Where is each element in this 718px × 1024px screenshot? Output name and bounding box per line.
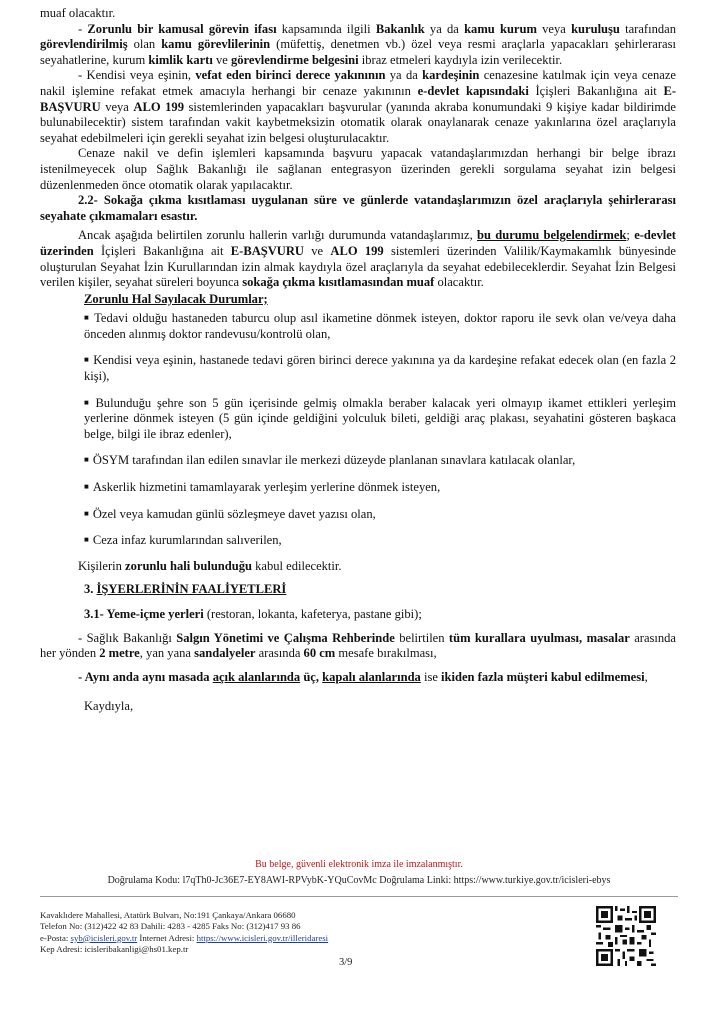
- verification-code: Doğrulama Kodu: l7qTh0-Jc36E7-EY8AWI-RPVybK-YQuCovMc Doğrulama Linki: https://www.turkiye.gov.tr/icisleri-ebys: [107, 875, 611, 886]
- list-item: ■ Askerlik hizmetini tamamlayarak yerleşim yerlerine dönmek isteyen,: [84, 480, 441, 495]
- square-bullet-icon: ■: [84, 397, 92, 407]
- section-2-2-heading: 2.2- Sokağa çıkma kısıtlaması uygulanan süre ve günlerde vatandaşlarımızın özel araçlarıyla şehirlerarası seyahate çıkmamaları esastır.: [40, 193, 676, 223]
- paragraph-masa-mesafe: - Sağlık Bakanlığı Salgın Yönetimi ve Çalışma Rehberinde belirtilen tüm kurallara uyulması, masalar arasında her yönden 2 metre, yan yana sandalyeler arasında 60 cm mesafe bırakılması,: [40, 630, 676, 661]
- footer-divider: [40, 896, 678, 897]
- e-signature-notice: Bu belge, güvenli elektronik imza ile imzalanmıştır.: [255, 859, 463, 870]
- section-3-1-heading: 3.1- Yeme-içme yerleri (restoran, lokanta, kafeterya, pastane gibi);: [84, 607, 422, 621]
- closing-kaydiyla: Kaydıyla,: [84, 699, 134, 714]
- section-3-heading: 3. İŞYERLERİNİN FAALİYETLERİ: [84, 582, 287, 597]
- footer-contact: [40, 910, 328, 955]
- zorunlu-hal-list: [40, 310, 676, 549]
- qr-code-icon: [596, 906, 656, 966]
- square-bullet-icon: ■: [84, 535, 89, 545]
- document-body: [40, 6, 676, 715]
- website-link[interactable]: https://www.icisleri.gov.tr/illeridaresi: [196, 932, 329, 943]
- paragraph-cenaze-nakil: Cenaze nakil ve defin işlemleri kapsamında başvuru yapacak vatandaşlarımızdan herhangi bir belge ibrazı istenilmeyecek olup Sağlık Bakanlığı ile sağlanan entegrasyon üzerinden gerekli sorgulama seyahat izin belgesi düzenlenmeden önce otomatik olarak yapılacaktır.: [40, 146, 676, 192]
- paragraph-zorunlu-hal-kabul: Kişilerin zorunlu hali bulunduğu kabul edilecektir.: [78, 558, 342, 573]
- square-bullet-icon: ■: [84, 455, 89, 465]
- list-item: ■ ÖSYM tarafından ilan edilen sınavlar ile merkezi düzeyde planlanan sınavlara katılacak olanlar,: [84, 453, 576, 468]
- list-item: ■ Ceza infaz kurumlarından salıverilen,: [84, 533, 282, 548]
- square-bullet-icon: ■: [84, 313, 91, 323]
- square-bullet-icon: ■: [84, 508, 89, 518]
- square-bullet-icon: ■: [84, 355, 90, 365]
- zorunlu-hal-heading: Zorunlu Hal Sayılacak Durumlar;: [84, 291, 268, 306]
- square-bullet-icon: ■: [84, 482, 89, 492]
- footer-kep: Kep Adresi: icisleribakanligi@hs01.kep.tr: [40, 943, 189, 954]
- page-number: 3/9: [339, 957, 353, 968]
- footer-email-web: e-Posta: syb@icisleri.gov.tr İnternet Adresi: https://www.icisleri.gov.tr/illeridaresi: [40, 932, 329, 943]
- paragraph-musteri-siniri: - Aynı anda aynı masada açık alanlarında üç, kapalı alanlarında ise ikiden fazla müşteri kabul edilmemesi,: [78, 669, 648, 684]
- list-item: ■ Bulunduğu şehre son 5 gün içerisinde gelmiş olmakla beraber kalacak yeri olmayıp ikamet ettikleri yerleşim yerlerine dönmek isteyen (5 gün içinde geldiğini yolculuk bileti, geldiği araç plakası, seyahatini gösteren başkaca belge, bilgi ile ibraz edenler),: [84, 395, 676, 441]
- paragraph-zorunlu-haller: Ancak aşağıda belirtilen zorunlu hallerin varlığı durumunda vatandaşlarımız, bu durumu belgelendirmek; e-devlet üzerinden İçişleri Bakanlığına ait E-BAŞVURU ve ALO 199 sistemleri üzerinden Valilik/Kaymakamlık bünyesinde oluşturulan Seyahat İzin Kurullarından izin almak kaydıyla özel araçlarıyla da seyahat edebileceklerdir. Seyahat İzin Belgesi verilen kişiler, seyahat süreleri boyunca sokağa çıkma kısıtlamasından muaf olacaktır.: [40, 228, 676, 290]
- paragraph-cenaze: - Kendisi veya eşinin, vefat eden birinci derece yakınının ya da kardeşinin cenazesine katılmak için veya cenaze nakil işlemine refakat etmek amacıyla herhangi bir cenaze yakınının e-devlet kapısındaki İçişleri Bakanlığına ait E-BAŞVURU veya ALO 199 sistemlerinden yapacakları başvurular (yanında akraba konumundaki 9 kişiye kadar bildirimde bulunabilecektir) sistem tarafından vakit kaybetmeksizin otomatik olarak onaylanarak cenaze yakınlarına özel araçlarıyla seyahat edebilmeleri için gerekli seyahat izin belgesi oluşturulacaktır.: [40, 68, 676, 145]
- list-item: ■ Kendisi veya eşinin, hastanede tedavi gören birinci derece yakınına ya da kardeşine refakat edecek olan (en fazla 2 kişi),: [84, 353, 676, 384]
- email-link[interactable]: syb@icisleri.gov.tr: [70, 932, 138, 943]
- list-item: ■ Özel veya kamudan günlü sözleşmeye davet yazısı olan,: [84, 506, 376, 521]
- list-item: ■ Tedavi olduğu hastaneden taburcu olup asıl ikametine dönmek isteyen, doktor raporu ile sevk olan ve/veya daha önceden alınmış doktor randevusu/kontrolü olan,: [84, 311, 676, 341]
- paragraph-muaf: muaf olacaktır.: [40, 6, 116, 20]
- footer-phone: Telefon No: (312)422 42 83 Dahili: 4283 - 4285 Faks No: (312)417 93 86: [40, 921, 301, 932]
- paragraph-kamusal-gorev: - Zorunlu bir kamusal görevin ifası kapsamında ilgili Bakanlık ya da kamu kurum veya kuruluşu tarafından görevlendirilmiş olan kamu görevlilerinin (müfettiş, denetmen vb.) özel veya resmi araçlarla yapacakları şehirlerarası seyahatlerine, kurum kimlik kartı ve görevlendirme belgesini ibraz etmeleri kaydıyla izin verilecektir.: [40, 21, 676, 67]
- footer-address: Kavaklıdere Mahallesi, Atatürk Bulvarı, No:191 Çankaya/Ankara 06680: [40, 910, 296, 920]
